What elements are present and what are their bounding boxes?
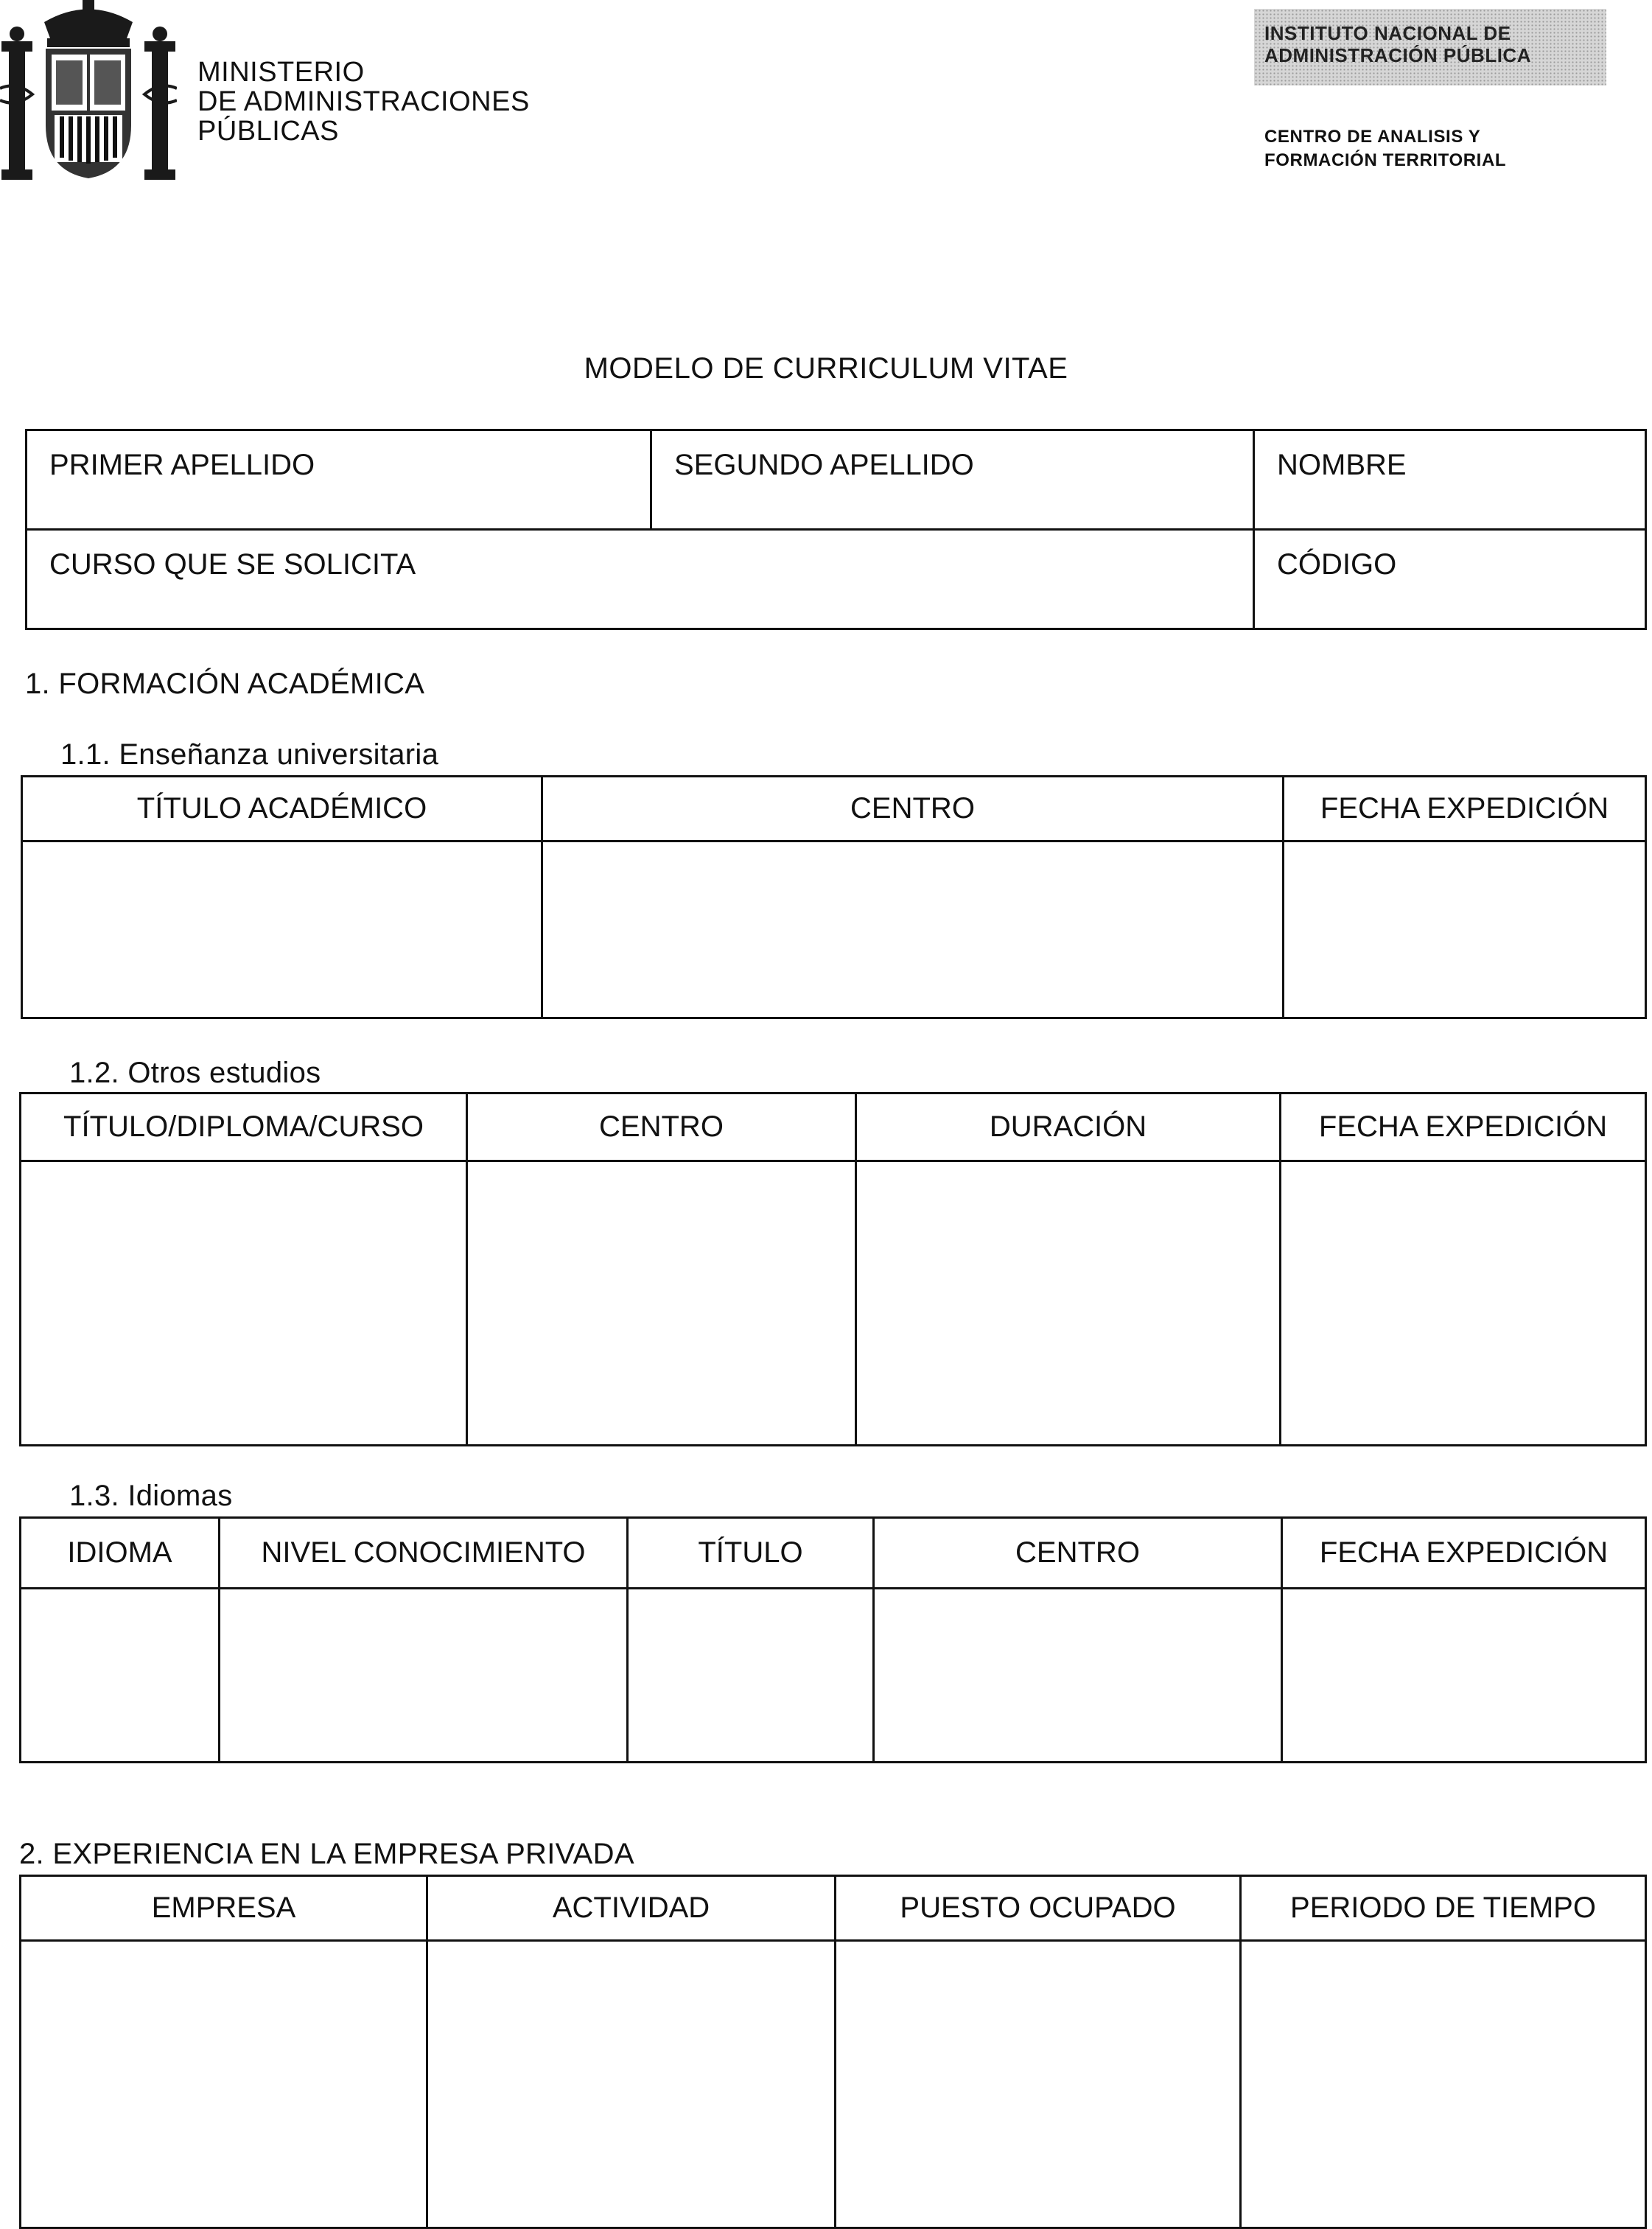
section-title: 1. FORMACIÓN ACADÉMICA (25, 668, 425, 700)
private-experience-table (19, 1875, 1647, 2229)
column-header: TÍTULO ACADÉMICO (22, 777, 542, 841)
field-label: NOMBRE (1277, 449, 1407, 481)
table-cell[interactable] (856, 1161, 1281, 1446)
table-cell[interactable] (1281, 1161, 1646, 1446)
table-cell[interactable] (1284, 841, 1646, 1018)
ministry-line: MINISTERIO (197, 57, 365, 88)
ministry-name (197, 57, 530, 146)
institute-line: INSTITUTO NACIONAL DE (1264, 22, 1511, 44)
column-header: TÍTULO (628, 1518, 874, 1589)
coat-of-arms-icon (0, 0, 177, 184)
personal-data-table (25, 429, 1647, 630)
subsection-title: 1.1. Enseñanza universitaria (60, 738, 439, 771)
table-cell[interactable] (21, 1161, 467, 1446)
column-header: FECHA EXPEDICIÓN (1282, 1518, 1646, 1589)
field-label: CÓDIGO (1277, 548, 1397, 581)
institute-line: ADMINISTRACIÓN PÚBLICA (1264, 44, 1531, 66)
table-cell[interactable] (836, 1941, 1241, 2228)
column-header: EMPRESA (21, 1876, 427, 1941)
first-surname-field[interactable] (27, 430, 651, 530)
table-cell[interactable] (467, 1161, 856, 1446)
second-surname-field[interactable] (651, 430, 1254, 530)
column-header: CENTRO (467, 1093, 856, 1161)
institute-name (1264, 22, 1531, 66)
ministry-line: PÚBLICAS (197, 116, 339, 147)
column-header: ACTIVIDAD (427, 1876, 836, 1941)
column-header: NIVEL CONOCIMIENTO (220, 1518, 628, 1589)
table-cell[interactable] (220, 1589, 628, 1763)
column-header: TÍTULO/DIPLOMA/CURSO (21, 1093, 467, 1161)
column-header: DURACIÓN (856, 1093, 1281, 1161)
section-title: 2. EXPERIENCIA EN LA EMPRESA PRIVADA (19, 1838, 634, 1870)
table-cell[interactable] (427, 1941, 836, 2228)
table-cell[interactable] (628, 1589, 874, 1763)
field-label: PRIMER APELLIDO (49, 449, 315, 481)
column-header: FECHA EXPEDICIÓN (1284, 777, 1646, 841)
ministry-line: DE ADMINISTRACIONES (197, 86, 530, 117)
center-line: FORMACIÓN TERRITORIAL (1264, 150, 1507, 170)
center-name (1264, 125, 1506, 172)
requested-course-field[interactable] (27, 530, 1254, 629)
center-line: CENTRO DE ANALISIS Y (1264, 127, 1481, 147)
table-cell[interactable] (21, 1941, 427, 2228)
table-cell[interactable] (874, 1589, 1282, 1763)
table-cell[interactable] (542, 841, 1284, 1018)
university-education-table (21, 775, 1647, 1019)
table-cell[interactable] (1241, 1941, 1646, 2228)
column-header: CENTRO (874, 1518, 1282, 1589)
code-field[interactable] (1254, 530, 1646, 629)
languages-table (19, 1516, 1647, 1763)
table-cell[interactable] (22, 841, 542, 1018)
other-studies-table (19, 1092, 1647, 1446)
column-header: IDIOMA (21, 1518, 220, 1589)
table-cell[interactable] (1282, 1589, 1646, 1763)
column-header: PUESTO OCUPADO (836, 1876, 1241, 1941)
field-label: CURSO QUE SE SOLICITA (49, 548, 416, 581)
column-header: FECHA EXPEDICIÓN (1281, 1093, 1646, 1161)
name-field[interactable] (1254, 430, 1646, 530)
field-label: SEGUNDO APELLIDO (674, 449, 974, 481)
subsection-title: 1.3. Idiomas (69, 1480, 233, 1512)
subsection-title: 1.2. Otros estudios (69, 1057, 321, 1089)
page-title: MODELO DE CURRICULUM VITAE (584, 352, 1068, 385)
column-header: PERIODO DE TIEMPO (1241, 1876, 1646, 1941)
column-header: CENTRO (542, 777, 1284, 841)
table-cell[interactable] (21, 1589, 220, 1763)
